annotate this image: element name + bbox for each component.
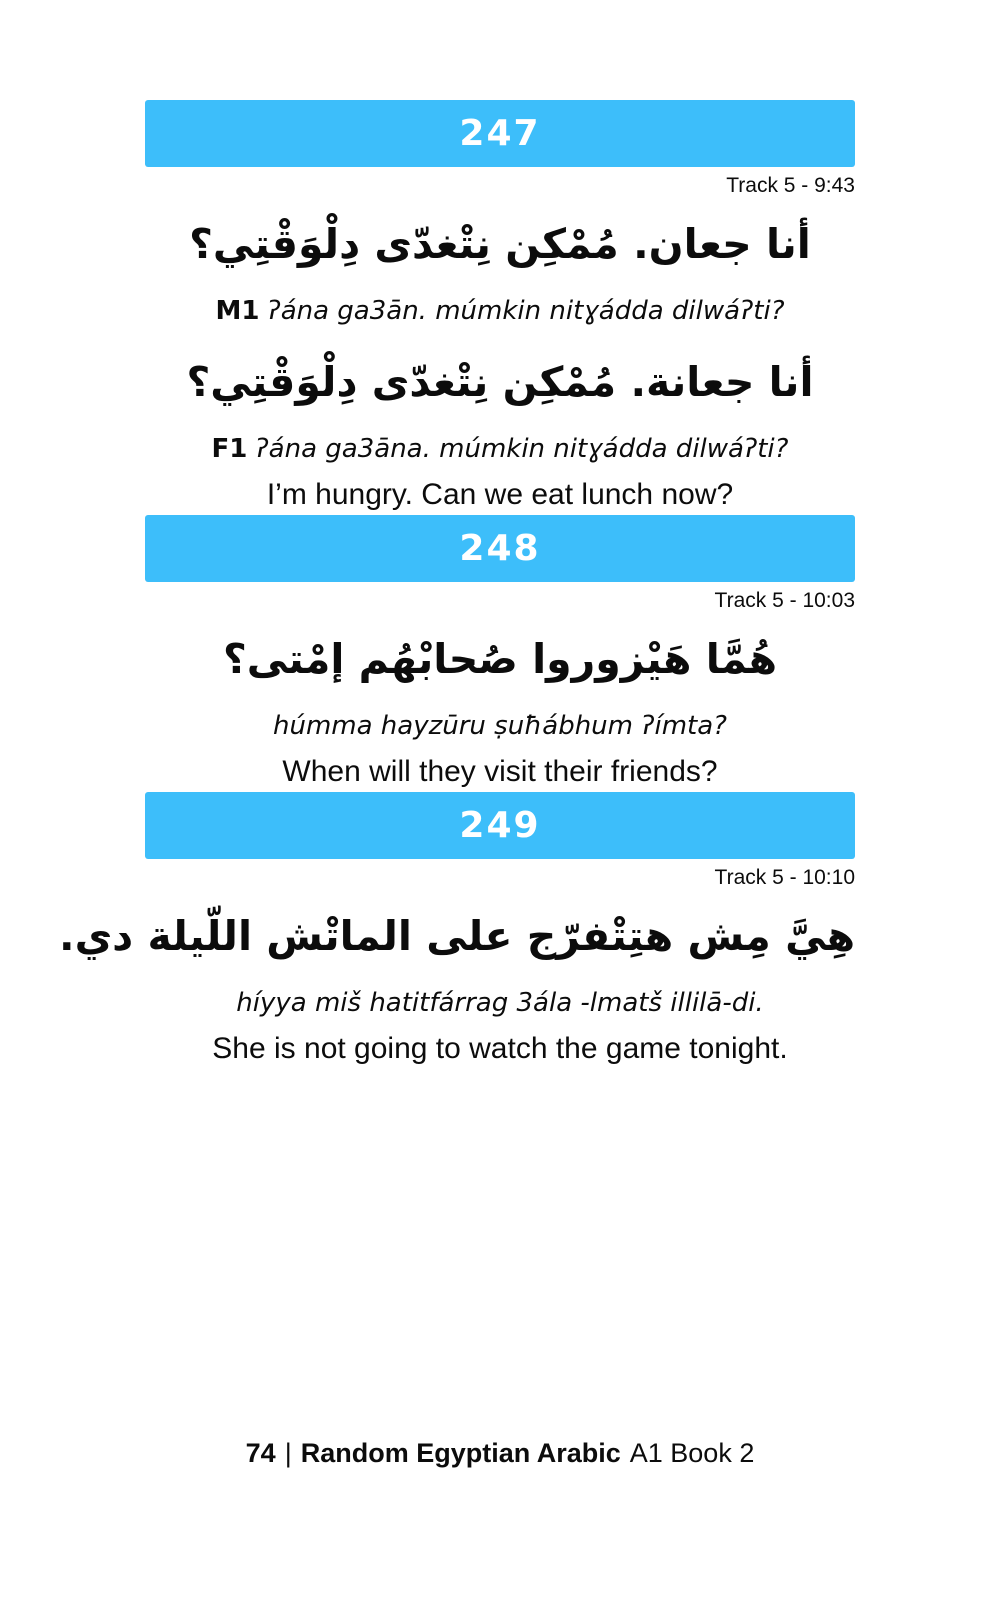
entry-number-bar xyxy=(145,100,855,167)
transliteration-text: ʔána ga3ān. múmkin nitɣádda dilwáʔti? xyxy=(267,296,785,326)
english-translation-line: She is not going to watch the game tonight. xyxy=(212,1032,788,1065)
arabic-line: أنا جعان. مُمْكِن نِتْغدّى دِلْوَقْتِي؟ xyxy=(189,220,811,268)
track-label: Track 5 - 9:43 xyxy=(726,174,855,197)
speaker-label: M1 xyxy=(215,296,260,326)
transliteration-line xyxy=(145,985,855,1021)
track-label: Track 5 - 10:10 xyxy=(714,866,855,889)
entry-number: 248 xyxy=(459,528,541,569)
english-translation-line: I’m hungry. Can we eat lunch now? xyxy=(266,478,734,511)
arabic-line: أنا جعانة. مُمْكِن نِتْغدّى دِلْوَقْتِي؟ xyxy=(186,358,814,406)
page-footer xyxy=(0,1438,1000,1469)
entry-section-249 xyxy=(59,792,855,1069)
arabic-line: هُمَّا هَيْزوروا صُحابْهُم إمْتى؟ xyxy=(222,635,778,683)
english-translation-line: When will they visit their friends? xyxy=(282,755,718,788)
entry-number: 247 xyxy=(459,113,541,154)
speaker-label: F1 xyxy=(211,434,248,464)
arabic-line: هِيَّ مِش هتِتْفرّج على الماتْش اللّيلة دي. xyxy=(59,912,855,960)
entry-number-bar xyxy=(145,792,855,859)
book-level-label: A1 Book 2 xyxy=(629,1438,755,1468)
transliteration-line xyxy=(145,431,855,467)
entry-number-bar xyxy=(145,515,855,582)
transliteration-text: húmma hayzūru ṣuħábhum ʔímta? xyxy=(273,711,727,741)
track-label: Track 5 - 10:03 xyxy=(714,589,855,612)
transliteration-text: ʔána ga3āna. múmkin nitɣádda dilwáʔti? xyxy=(255,434,789,464)
book-series-title: Random Egyptian Arabic xyxy=(300,1438,621,1468)
page-number: 74 xyxy=(245,1438,276,1468)
footer-separator: | xyxy=(284,1438,292,1468)
entry-section-247 xyxy=(145,100,855,515)
entry-number: 249 xyxy=(459,805,541,846)
transliteration-line xyxy=(145,708,855,744)
transliteration-line xyxy=(145,293,855,329)
transliteration-text: híyya miš hatitfárrag 3ála -lmatš illilā-di. xyxy=(236,988,764,1018)
entry-section-248 xyxy=(145,515,855,792)
